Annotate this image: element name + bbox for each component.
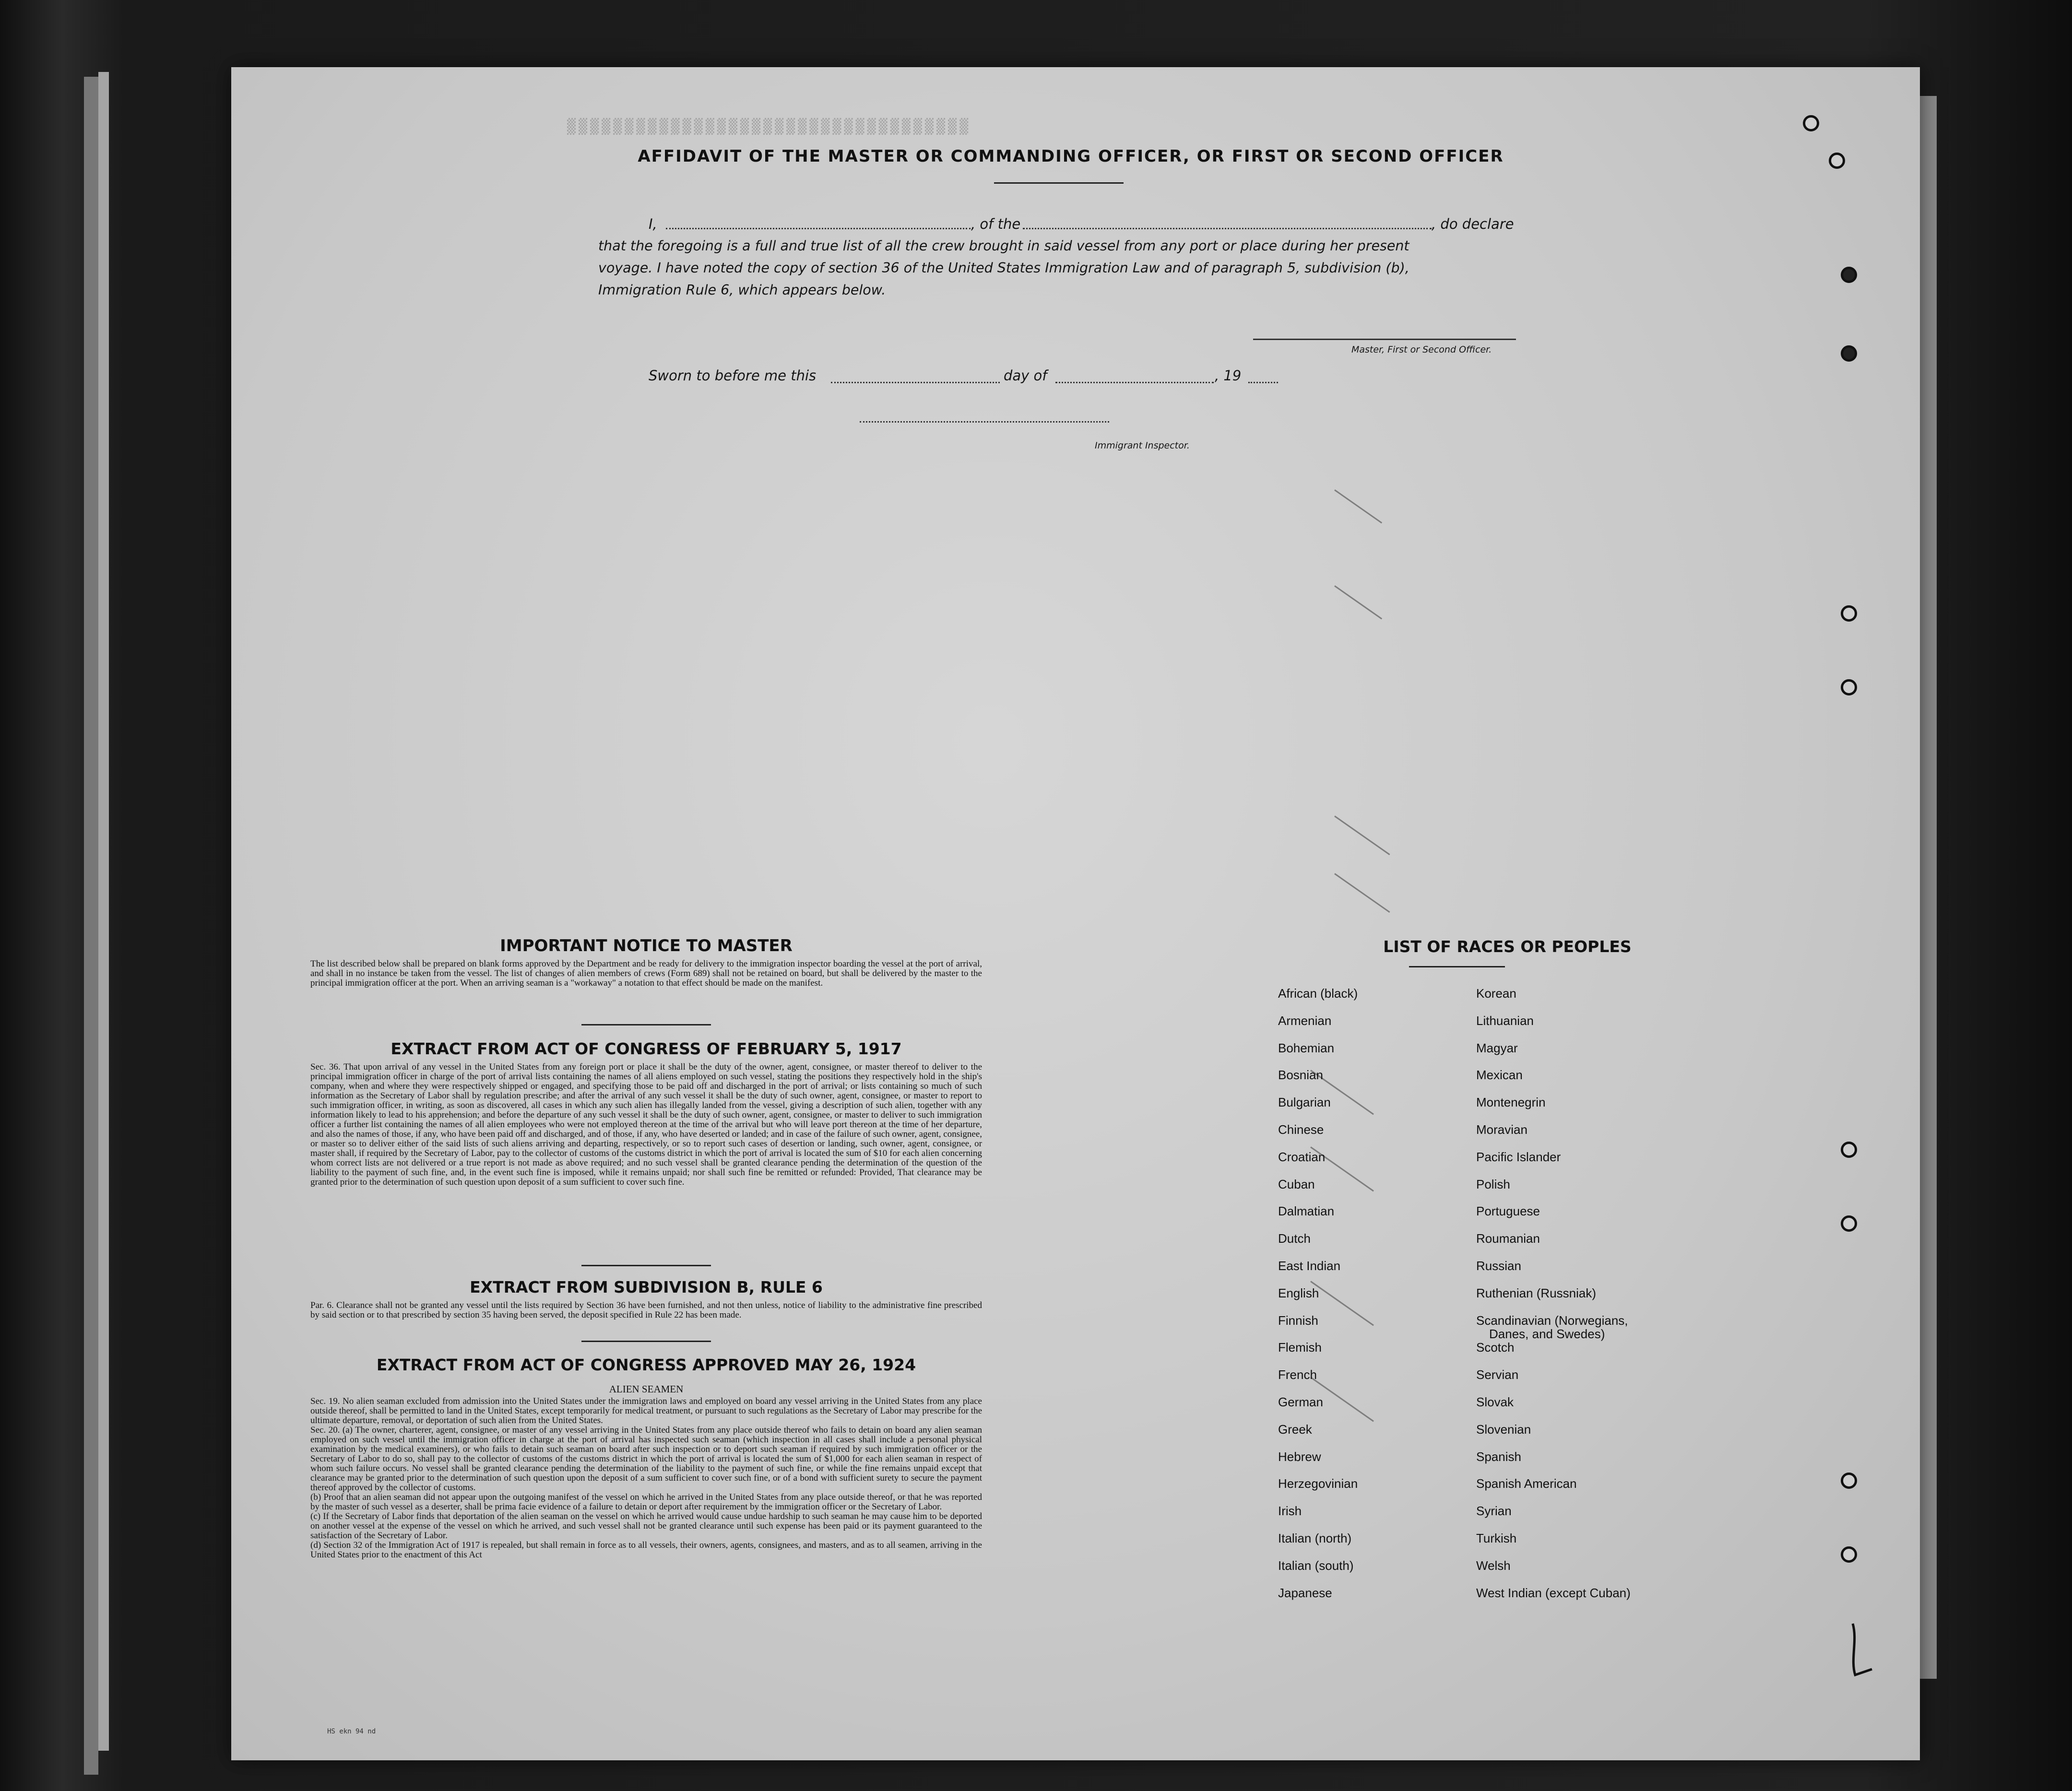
race-item: German	[1278, 1395, 1323, 1409]
race-item: Japanese	[1278, 1585, 1332, 1600]
race-item: Finnish	[1278, 1313, 1318, 1328]
race-item: Dalmatian	[1278, 1204, 1335, 1219]
race-item: Dutch	[1278, 1231, 1311, 1246]
punch-hole	[1841, 345, 1857, 362]
bleed-through-header: ▒▒▒▒▒▒▒▒▒▒▒▒▒▒▒▒▒▒▒▒▒▒▒▒▒▒▒▒▒▒▒▒▒▒▒	[567, 118, 971, 134]
race-item: Moravian	[1476, 1122, 1527, 1137]
decl-do-declare: , do declare	[1432, 216, 1514, 232]
race-item: Lithuanian	[1476, 1013, 1534, 1028]
master-name-field[interactable]	[666, 228, 971, 229]
divider	[581, 1024, 711, 1025]
title-underline	[994, 182, 1124, 184]
race-item: Spanish American	[1476, 1476, 1577, 1491]
notice-text: The list described below shall be prepared on blank forms approved by the Department and be ready for delivery to the immigration inspector boarding the vessel at the port of arrival, and shall in no instance be taken from the vessel. The list of changes of alien members of crews (Form 689) shall not be retained on board, but shall be delivered by the master to the principal immigration officer at the port. When an arriving seaman is a "workaway" a notation to that effect should be made on the manifest.	[310, 959, 982, 988]
sworn-month-field[interactable]	[1055, 382, 1214, 383]
race-item: Herzegovinian	[1278, 1476, 1358, 1491]
form-number: HS ekn 94 nd	[327, 1728, 376, 1735]
race-item: Slovenian	[1476, 1422, 1531, 1437]
race-item: Mexican	[1476, 1068, 1523, 1083]
punch-hole	[1803, 115, 1819, 131]
race-item: Turkish	[1476, 1531, 1517, 1545]
race-item: Bosnian	[1278, 1068, 1323, 1083]
race-item: Russian	[1476, 1259, 1521, 1273]
signature-caption: Master, First or Second Officer.	[1351, 344, 1492, 355]
affidavit-line-3: voyage. I have noted the copy of section 36 of the United States Immigration Law and of paragraph 5, subdivision (b),	[598, 260, 1409, 276]
extract-1917-title: EXTRACT FROM ACT OF CONGRESS OF FEBRUARY 5, 1917	[391, 1039, 902, 1058]
race-item: West Indian (except Cuban)	[1476, 1585, 1631, 1600]
sworn-day-field[interactable]	[831, 382, 1000, 383]
pen-mark	[1848, 1621, 1877, 1679]
race-item: Syrian	[1476, 1504, 1512, 1519]
race-item: Danes, and Swedes)	[1489, 1326, 1605, 1341]
race-item: Ruthenian (Russniak)	[1476, 1285, 1597, 1300]
race-item: Hebrew	[1278, 1449, 1321, 1464]
affidavit-title: AFFIDAVIT OF THE MASTER OR COMMANDING OFFICER, OR FIRST OR SECOND OFFICER	[638, 147, 1504, 166]
race-item: French	[1278, 1367, 1317, 1382]
race-item: Korean	[1476, 986, 1516, 1001]
races-title: LIST OF RACES OR PEOPLES	[1383, 937, 1632, 956]
punch-hole	[1841, 1546, 1857, 1563]
extract-1917-text: Sec. 36. That upon arrival of any vessel in the United States from any foreign port or place it shall be the duty of the owner, agent, consignee, or master thereof to deliver to the principal immigration officer in charge of the port of arrival lists containing the names of all aliens employed on such vessel, stating the positions they respectively hold in the ship's company, when and where they were respectively shipped or engaged, and specifying those to be paid off and discharged in the port of arrival; or lists containing so much of such information as the Secretary of Labor shall by regulation prescribe; and after the arrival of any such vessel it shall be the duty of such owner, agent, consignee, or master to report to such immigration officer, in writing, as soon as discovered, all cases in which any such alien has illegally landed from the vessel, giving a description of such alien, together with any information likely to lead to his apprehension; and before the departure of any such vessel it shall be the duty of such owner, agent, consignee, or master to deliver to such immigration officer a further list containing the names of all alien employees who were not employed thereon at the time of the arrival but who will leave port thereon at the time of her departure, and also the names of those, if any, who have been paid off and discharged, and of those, if any, who have deserted or landed; and in case of the failure of such owner, agent, consignee, or master so to deliver either of the said lists of such aliens arriving and departing, respectively, or so to report such cases of desertion or landing, such owner, agent, consignee, or master shall, if required by the Secretary of Labor, pay to the collector of customs of the customs district in which the port of arrival is located the sum of $10 for each alien concerning whom correct lists are not delivered or a true report is not made as above required; and no such vessel shall be granted clearance pending the determination of the question of the liability to the payment of such fine, and, in the event such fine is imposed, while it remains unpaid; nor shall such fine be remitted or refunded: Provided, That clearance may be granted prior to the determination of such question upon deposit of a sum sufficient to cover such fine.	[310, 1062, 982, 1187]
underlying-page-edge-left2	[98, 72, 109, 1751]
manifest-page	[231, 67, 1920, 1760]
race-item: East Indian	[1278, 1259, 1341, 1273]
race-item: Montenegrin	[1476, 1095, 1546, 1110]
punch-hole	[1841, 1473, 1857, 1489]
race-item: Italian (north)	[1278, 1531, 1352, 1545]
notice-title: IMPORTANT NOTICE TO MASTER	[500, 936, 793, 955]
year-text: , 19	[1215, 367, 1242, 384]
race-item: Servian	[1476, 1367, 1519, 1382]
race-item: Flemish	[1278, 1340, 1322, 1355]
race-item: African (black)	[1278, 986, 1358, 1001]
sec20d-text: (d) Section 32 of the Immigration Act of 1917 is repealed, but shall remain in force as to all vessels, their owners, agents, consignees, and masters, and as to all seamen, arriving in the United States prior to the enactment of this Act	[310, 1540, 982, 1560]
vessel-name-field[interactable]	[1023, 228, 1432, 229]
inspector-signature-field[interactable]	[860, 421, 1109, 423]
officer-signature-field[interactable]	[1253, 339, 1516, 340]
races-title-underline	[1409, 966, 1505, 967]
race-item: Welsh	[1476, 1558, 1511, 1573]
punch-hole	[1841, 1142, 1857, 1158]
race-item: Portuguese	[1476, 1204, 1540, 1219]
race-item: Bulgarian	[1278, 1095, 1331, 1110]
race-item: Slovak	[1476, 1395, 1514, 1409]
race-item: Scotch	[1476, 1340, 1515, 1355]
sworn-text: Sworn to before me this	[649, 367, 817, 384]
race-item: Bohemian	[1278, 1040, 1335, 1055]
sec20b-text: (b) Proof that an alien seaman did not appear upon the outgoing manifest of the vessel on which he arrived in the United States from any place outside thereof, or that he was reported by the master of such vessel as a deserter, shall be prima facie evidence of a failure to detain or deport after requirement by the immigration officer or the Secretary of Labor.	[310, 1492, 982, 1512]
race-item: Armenian	[1278, 1013, 1332, 1028]
race-item: Irish	[1278, 1504, 1302, 1519]
decl-of-the: , of the	[971, 216, 1021, 232]
race-item: Greek	[1278, 1422, 1312, 1437]
divider	[581, 1341, 711, 1342]
punch-hole	[1841, 679, 1857, 695]
race-item: Scandinavian (Norwegians,	[1476, 1313, 1628, 1328]
affidavit-line-2: that the foregoing is a full and true list of all the crew brought in said vessel from any port or place during her present	[598, 238, 1409, 254]
race-item: Roumanian	[1476, 1231, 1540, 1246]
sec20a-text: Sec. 20. (a) The owner, charterer, agent, consignee, or master of any vessel arriving in the United States from any place outside thereof who fails to detain on board any alien seaman employed on such vessel until the immigration officer in charge at the port of arrival has inspected such seaman (which inspection in all cases shall include a personal physical examination by the medical examiners), or who fails to detain such seaman on board after such inspection or to deport such seaman if required by such immigration officer or the Secretary of Labor to do so, shall pay to the collector of customs of the customs district in which the port of arrival is located the sum of $1,000 for each alien seaman in respect of whom such failure occurs. No vessel shall be granted clearance pending the determination of the liability to the payment of such fine, or while the fine remains unpaid except that clearance may be granted prior to the determination of such question upon the deposit of a sum sufficient to cover such fine, or of a bond with sufficient surety to secure the payment thereof approved by the collector of customs.	[310, 1425, 982, 1493]
race-item: English	[1278, 1285, 1319, 1300]
underlying-page-edge-left	[84, 77, 98, 1775]
race-item: Cuban	[1278, 1177, 1315, 1191]
race-item: Croatian	[1278, 1149, 1326, 1164]
day-of-text: day of	[1004, 367, 1047, 384]
extract-1924-body	[310, 1397, 982, 1704]
race-item: Italian (south)	[1278, 1558, 1354, 1573]
race-item: Chinese	[1278, 1122, 1324, 1137]
underlying-page-edge-right	[1920, 96, 1937, 1679]
punch-hole	[1841, 1215, 1857, 1232]
punch-hole	[1829, 153, 1845, 169]
affidavit-line-4: Immigration Rule 6, which appears below.	[598, 282, 886, 298]
extract-rule6-title: EXTRACT FROM SUBDIVISION B, RULE 6	[470, 1278, 823, 1296]
sworn-year-field[interactable]	[1248, 382, 1278, 383]
sec19-text: Sec. 19. No alien seaman excluded from admission into the United States under the immigration laws and employed on board any vessel arriving in the United States from any place outside thereof, shall be permitted to land in the United States, except temporarily for medical treatment, or pursuant to such regulations as the Secretary of Labor may prescribe for the ultimate departure, removal, or deportation of such alien from the United States.	[310, 1397, 982, 1426]
extract-rule6-text: Par. 6. Clearance shall not be granted any vessel until the lists required by Section 36 have been furnished, and not then unless, notice of liability to the administrative fine prescribed by said section or to that prescribed by section 35 having been served, the deposit specified in Rule 22 has been made.	[310, 1301, 982, 1320]
sec20c-text: (c) If the Secretary of Labor finds that deportation of the alien seaman on the vessel on which he arrived would cause undue hardship to such seaman he may cause him to be deported on another vessel at the expense of the vessel on which he arrived, and such vessel shall not be granted clearance until such expense has been paid or its payment guaranteed to the satisfaction of the Secretary of Labor.	[310, 1511, 982, 1541]
extract-1924-title: EXTRACT FROM ACT OF CONGRESS APPROVED MAY 26, 1924	[376, 1355, 916, 1374]
inspector-caption: Immigrant Inspector.	[1095, 440, 1190, 451]
race-item: Magyar	[1476, 1040, 1518, 1055]
punch-hole	[1841, 605, 1857, 622]
divider	[581, 1265, 711, 1266]
punch-hole	[1841, 267, 1857, 283]
race-item: Spanish	[1476, 1449, 1521, 1464]
race-item: Polish	[1476, 1177, 1510, 1191]
race-item: Pacific Islander	[1476, 1149, 1561, 1164]
decl-i: I,	[649, 216, 657, 232]
extract-1924-subtitle: ALIEN SEAMEN	[609, 1383, 684, 1395]
